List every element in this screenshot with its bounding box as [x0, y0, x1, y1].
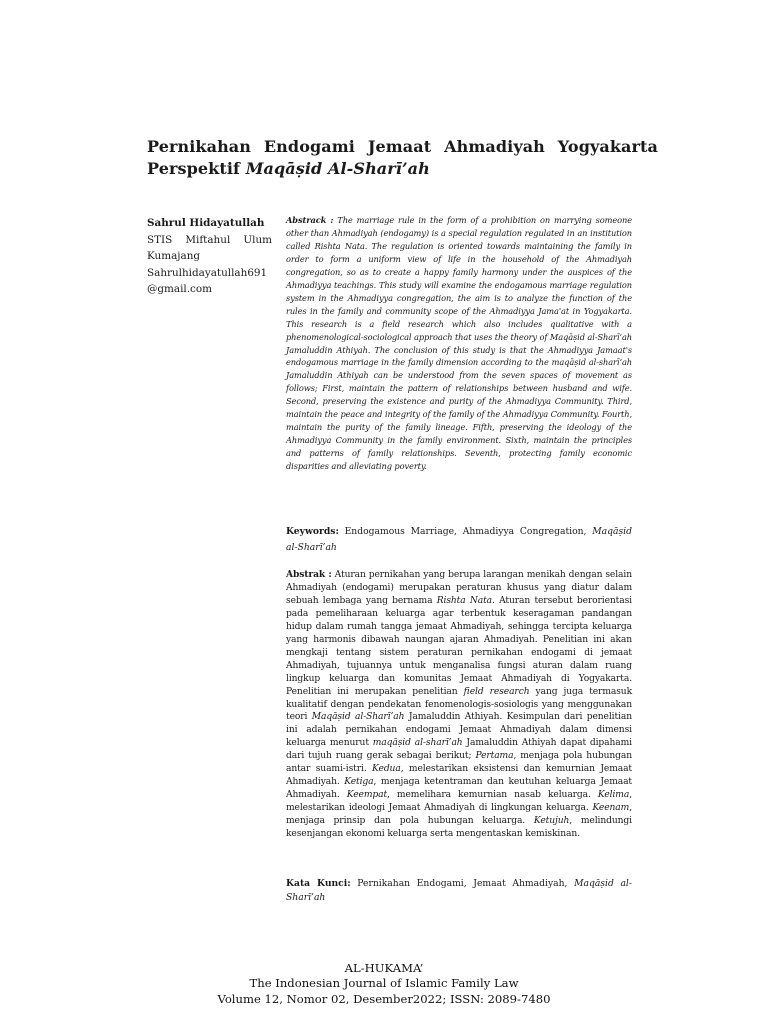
abstract-id-italic: Ketiga: [344, 777, 374, 788]
abstract-id-text: , menjaga prinsip dan pola hubungan keluarga.: [286, 803, 632, 827]
abstract-id-text: , melestarikan ideologi Jemaat Ahmadiyah di lingkungan keluarga.: [286, 790, 632, 814]
abstract-id-italic: Keempat: [346, 790, 388, 801]
abstract-id-text: , melindungi kesenjangan ekonomi keluarga serta mengentaskan kemiskinan.: [286, 816, 632, 840]
abstract-id-text: , menjaga ketentraman dan keutuhan keluarga Jemaat Ahmadiyah.: [286, 777, 632, 801]
journal-volume: Volume 12, Nomor 02, Desember2022; ISSN: 2089-7480: [217, 991, 551, 1006]
keywords-indonesian-text: Pernikahan Endogami, Jemaat Ahmadiyah,: [350, 878, 575, 889]
abstract-indonesian: [286, 569, 632, 841]
abstract-id-italic: Kelima: [597, 790, 630, 801]
journal-subtitle: The Indonesian Journal of Islamic Family Law: [249, 976, 519, 991]
abstract-id-italic: Ketujuh: [533, 816, 570, 827]
abstract-id-italic: field research: [463, 686, 530, 697]
abstract-id-italic: Keenam: [592, 803, 630, 814]
abstract-id-italic: Kedua: [372, 764, 401, 775]
title-line-2-prefix: Perspektif: [147, 159, 246, 178]
keywords-english-text: Endogamous Marriage, Ahmadiyya Congregation,: [338, 526, 593, 537]
journal-footer: [0, 961, 768, 1007]
keywords-indonesian: [286, 877, 632, 905]
keywords-indonesian-label: Kata Kunci:: [286, 878, 351, 889]
abstract-id-italic: Maqāṣid al-Sharī’ah: [311, 712, 405, 723]
title-line-2-italic: Maqāṣid Al-Sharī’ah: [245, 159, 430, 178]
article-title: [147, 136, 658, 180]
abstract-id-text: Jamaluddin Athiyah dapat dipahami dari tujuh ruang gerak sebagai berikut;: [286, 738, 633, 762]
abstract-id-italic: maqāṣid al-sharī’ah: [372, 738, 463, 749]
abstract-english: [286, 214, 632, 473]
abstract-id-text: , menjaga pola hubungan antar suami-istri.: [286, 751, 633, 775]
title-line-1: Pernikahan Endogami Jemaat Ahmadiyah Yogyakarta: [147, 137, 658, 156]
abstract-english-text: The marriage rule in the form of a prohibition on marrying someone other than Ahmadiyah (endogamy) is a special regulation regulated in an institution called Rishta Nata. The regulation is oriented towards maintaining the family in order to form a uniform view of life in the household of the Ahmadiyah congregation, so as to create a happy family harmony under the auspices of the Ahmadiyya teachings. This study will examine the endogamous marriage regulation system in the Ahmadiyya congregation, the aim is to analyze the function of the rules in the family and community scope of the Ahmadiyya Jama'at in Yogyakarta. This research is a field research which also includes qualitative with a phenomenological-sociological approach that uses the theory of Maqāṣid al-Sharī’ah Jamaluddin Athiyah. The conclusion of this study is that the Ahmadiyya Jamaat's endogamous marriage in the family dimension according to the maqāṣid al-sharī’ah Jamaluddin Athiyah can be understood from the seven spaces of movement as follows; First, maintain the pattern of relationships between husband and wife. Second, preserving the existence and purity of the Ahmadiyya Community. Third, maintain the peace and integrity of the family of the Ahmadiyya Community. Fourth, maintain the purity of the family lineage. Fifth, preserving the ideology of the Ahmadiyya Community in the family environment. Sixth, maintain the principles and patterns of family relationships. Seventh, protecting family economic disparities and alleviating poverty.: [286, 215, 632, 472]
abstract-english-label: Abstrack :: [286, 215, 334, 225]
abstract-id-italic: Rishta Nata: [436, 595, 493, 606]
abstract-id-text: Aturan pernikahan yang berupa larangan menikah dengan selain Ahmadiyah (endogami) merupakan peraturan khusus yang diatur dalam sebuah lembaga yang bernama: [286, 570, 632, 606]
author-email: Sahrulhidayatullah691 @gmail.com: [147, 266, 268, 295]
abstract-id-text: yang juga termasuk kualitatif dengan pendekatan fenomenologis-sosiologis yang menggunakan teori: [286, 686, 633, 723]
keywords-english: [286, 524, 632, 555]
abstract-id-text: , melestarikan eksistensi dan kemurnian Jemaat Ahmadiyah.: [286, 764, 633, 788]
journal-name: AL-HUKAMA’: [344, 961, 424, 975]
abstract-id-text: Jamaluddin Athiyah. Kesimpulan dari penelitian ini adalah pernikahan endogami Jemaat Ahmadiyah dalam dimensi keluarga menurut: [286, 712, 632, 749]
author-name: Sahrul Hidayatullah: [147, 217, 265, 229]
abstract-id-text: . Aturan tersebut berorientasi pada pemeliharaan keluarga agar terbentuk keseragaman pandangan hidup dalam rumah tangga jemaat Ahmadiyah, sehingga tercipta keluarga yang harmonis dibawah naungan ajaran Ahmadiyah. Penelitian ini akan mengkaji tentang sistem peraturan pernikahan endogami di jemaat Ahmadiyah, tujuannya untuk menganalisa fungsi aturan dalam ruang lingkup keluarga dan komunitas Jemaat Ahmadiyah di Yogyakarta. Penelitian ini merupakan penelitian: [286, 595, 632, 697]
abstract-id-italic: Pertama: [475, 751, 514, 762]
keywords-english-italic: Maqāṣid al-Sharī’ah: [286, 526, 632, 553]
keywords-english-label: Keywords:: [286, 526, 339, 537]
author-affiliation: STIS Miftahul Ulum Kumajang: [147, 233, 272, 262]
abstract-indonesian-label: Abstrak :: [286, 569, 332, 580]
author-block: [147, 215, 272, 298]
abstract-id-text: , memelihara kemurnian nasab keluarga.: [387, 790, 598, 801]
keywords-indonesian-italic: Maqāṣid al-Sharī’ah: [286, 878, 632, 903]
